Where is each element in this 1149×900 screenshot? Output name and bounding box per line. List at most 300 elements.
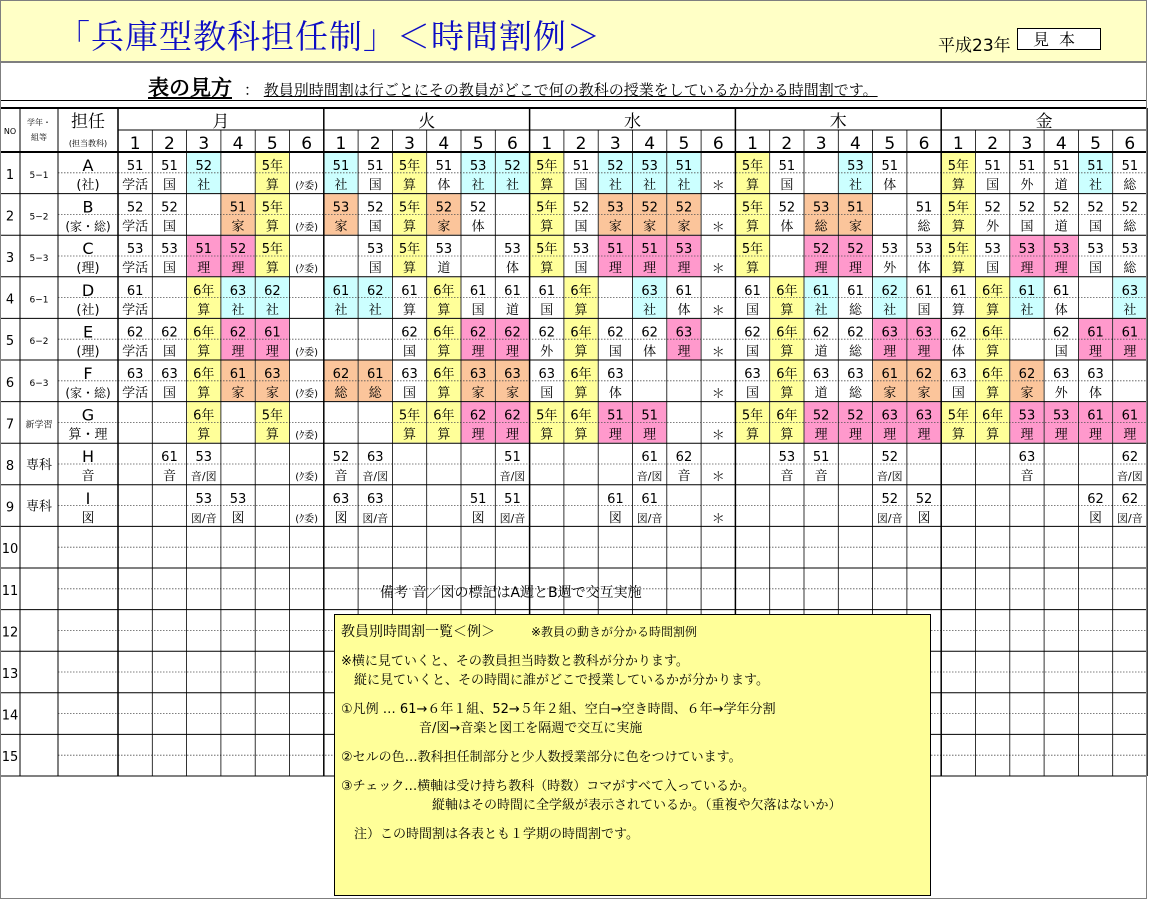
cell-class: 52 bbox=[1087, 200, 1104, 216]
cell-subject: 算 bbox=[951, 219, 965, 235]
cell-class: 61 bbox=[607, 491, 624, 507]
cell-subject: 理 bbox=[505, 344, 519, 360]
cell-subject: 理 bbox=[814, 427, 828, 443]
cell-class: 52 bbox=[1052, 200, 1070, 216]
row-number: 12 bbox=[1, 625, 19, 641]
period-header: 4 bbox=[232, 134, 244, 154]
cell-class: 61 bbox=[1121, 325, 1139, 341]
cell-subject: 家 bbox=[231, 386, 245, 401]
cell-subject: 社 bbox=[334, 178, 348, 193]
row-teacher: F bbox=[83, 364, 93, 383]
cell-subject: 社 bbox=[471, 178, 485, 193]
cell-class: 5年 bbox=[947, 242, 969, 258]
cell-subject: 国 bbox=[1020, 219, 1034, 235]
cell-subject: 算 bbox=[574, 344, 588, 360]
cell-mark: ＊ bbox=[711, 345, 725, 361]
cell-subject: 家 bbox=[848, 219, 862, 235]
row-number: 9 bbox=[5, 500, 15, 516]
cell-subject: 算 bbox=[986, 427, 1000, 443]
cell-class: 51 bbox=[915, 200, 933, 216]
row-teacher: D bbox=[81, 280, 95, 300]
cell-subject: 算 bbox=[403, 178, 417, 193]
period-header: 1 bbox=[129, 134, 141, 154]
period-header: 6 bbox=[918, 134, 930, 154]
cell-subject: 国 bbox=[368, 178, 382, 193]
cell-subject: 国 bbox=[540, 302, 554, 318]
period-header: 2 bbox=[781, 134, 793, 154]
cell-class: 5年 bbox=[947, 159, 969, 174]
period-header: 6 bbox=[712, 134, 724, 154]
cell-subject: 家 bbox=[883, 386, 897, 401]
cell-subject: 社 bbox=[677, 178, 691, 193]
cell-subject: 家 bbox=[608, 219, 622, 235]
cell-subject: (ｸ委) bbox=[295, 472, 319, 484]
row-number: 2 bbox=[5, 209, 15, 225]
cell-subject: 国 bbox=[368, 219, 382, 235]
cell-class: 61 bbox=[881, 367, 899, 382]
row-subject: (社) bbox=[76, 178, 100, 193]
notes-line: 縦軸はその時間に全学級が表示されているか。（重複や欠落はないか） bbox=[341, 798, 842, 813]
cell-subject: 国 bbox=[746, 302, 760, 318]
cell-subject: 図/音 bbox=[636, 511, 663, 525]
cell-subject: 算 bbox=[265, 261, 279, 277]
row-number: 4 bbox=[5, 292, 15, 308]
cell-subject: 音/図 bbox=[876, 470, 903, 484]
grade-header: 学年・ bbox=[27, 118, 51, 127]
cell-subject: 学活 bbox=[122, 219, 149, 235]
cell-subject: 算 bbox=[746, 261, 760, 277]
cell-class: 6年 bbox=[776, 367, 798, 382]
cell-subject: 社 bbox=[643, 178, 657, 193]
period-header: 4 bbox=[1055, 134, 1067, 154]
cell-subject: 総 bbox=[1123, 178, 1137, 193]
cell-subject: 社 bbox=[1123, 302, 1137, 318]
cell-subject: 国 bbox=[471, 302, 485, 318]
cell-class: 62 bbox=[469, 325, 487, 341]
cell-class: 53 bbox=[607, 200, 624, 216]
cell-subject: 音/図 bbox=[636, 470, 663, 484]
period-header: 3 bbox=[1021, 134, 1033, 154]
row-number: 5 bbox=[5, 334, 15, 350]
cell-class: 63 bbox=[366, 491, 384, 507]
cell-class: 53 bbox=[161, 242, 178, 258]
cell-subject: 理 bbox=[608, 261, 622, 277]
cell-mark: ＊ bbox=[711, 428, 725, 444]
cell-class: 52 bbox=[812, 408, 830, 424]
day-header: 水 bbox=[624, 112, 641, 132]
cell-class: 53 bbox=[778, 450, 796, 466]
cell-subject: 算 bbox=[265, 427, 279, 443]
row-number: 14 bbox=[1, 708, 19, 724]
cell-class: 53 bbox=[984, 242, 1001, 258]
cell-subject: 算 bbox=[540, 219, 554, 235]
cell-subject: 家 bbox=[505, 386, 519, 401]
cell-class: 63 bbox=[641, 283, 658, 299]
cell-subject: 社 bbox=[231, 302, 245, 318]
cell-class: 5年 bbox=[261, 242, 283, 258]
cell-class: 53 bbox=[504, 242, 521, 258]
cell-class: 51 bbox=[161, 159, 178, 174]
cell-class: 53 bbox=[366, 242, 384, 258]
notes-line: 注）この時間割は各表とも１学期の時間割です。 bbox=[341, 827, 639, 842]
cell-class: 5年 bbox=[398, 200, 421, 216]
cell-subject: 家 bbox=[471, 386, 485, 401]
cell-class: 62 bbox=[126, 325, 144, 341]
cell-subject: 算 bbox=[746, 178, 760, 193]
cell-class: 51 bbox=[1018, 159, 1036, 174]
cell-class: 62 bbox=[881, 283, 899, 299]
cell-class: 6年 bbox=[982, 367, 1004, 382]
subtitle-text: 教員別時間割は行ごとにその教員がどこで何の教科の授業をしているか分かる時間割です。 bbox=[263, 81, 878, 99]
cell-class: 53 bbox=[469, 159, 487, 174]
cell-subject: 道 bbox=[1054, 178, 1068, 193]
cell-subject: 算 bbox=[574, 302, 588, 318]
cell-subject: 社 bbox=[643, 302, 657, 318]
cell-class: 51 bbox=[778, 159, 796, 174]
cell-class: 52 bbox=[332, 450, 350, 466]
cell-class: 51 bbox=[126, 159, 144, 174]
cell-class: 62 bbox=[332, 367, 350, 382]
cell-class: 5年 bbox=[536, 159, 558, 174]
cell-class: 5年 bbox=[536, 242, 558, 258]
cell-subject: 図/音 bbox=[362, 511, 389, 525]
cell-subject: 総 bbox=[814, 219, 828, 235]
cell-class: 61 bbox=[812, 283, 830, 299]
cell-class: 51 bbox=[332, 159, 350, 174]
period-header: 3 bbox=[609, 134, 621, 154]
cell-subject: 外 bbox=[986, 219, 1000, 235]
notes-heading-line bbox=[341, 623, 930, 642]
cell-subject: 家 bbox=[1020, 386, 1034, 401]
cell-subject: 算 bbox=[986, 344, 1000, 360]
cell-class: 53 bbox=[229, 491, 247, 507]
cell-subject: 理 bbox=[1089, 427, 1103, 443]
cell-subject: 算 bbox=[780, 344, 794, 360]
cell-mark: ＊ bbox=[711, 179, 725, 194]
period-header: 6 bbox=[507, 134, 518, 154]
cell-subject: 国 bbox=[162, 261, 176, 277]
subject-header: (担当教科) bbox=[68, 139, 108, 148]
cell-class: 63 bbox=[264, 367, 281, 382]
cell-subject: 総 bbox=[1123, 261, 1137, 277]
cell-class: 6年 bbox=[433, 408, 455, 424]
cell-class: 6年 bbox=[193, 408, 215, 424]
cell-subject: 家 bbox=[437, 219, 451, 235]
cell-class: 61 bbox=[126, 283, 144, 299]
cell-subject: 図 bbox=[471, 510, 485, 526]
cell-class: 51 bbox=[195, 242, 213, 258]
cell-class: 62 bbox=[950, 325, 967, 341]
cell-subject: 理 bbox=[471, 427, 485, 443]
cell-class: 51 bbox=[847, 200, 864, 216]
period-header: 3 bbox=[198, 134, 210, 154]
cell-class: 63 bbox=[915, 408, 933, 424]
cell-class: 63 bbox=[1087, 367, 1104, 382]
cell-class: 63 bbox=[161, 367, 178, 382]
cell-subject: 理 bbox=[1020, 261, 1034, 277]
cell-class: 6年 bbox=[570, 283, 592, 299]
cell-subject: 総 bbox=[1123, 219, 1137, 235]
cell-class: 62 bbox=[1087, 491, 1104, 507]
cell-class: 62 bbox=[1121, 450, 1139, 466]
cell-class: 61 bbox=[675, 283, 693, 299]
cell-subject: 社 bbox=[1020, 302, 1034, 318]
cell-mark: ＊ bbox=[711, 470, 725, 486]
cell-subject: 総 bbox=[917, 219, 931, 235]
cell-subject: 算 bbox=[780, 427, 794, 443]
cell-class: 61 bbox=[744, 283, 761, 299]
cell-subject: 体 bbox=[951, 344, 965, 360]
cell-class: 63 bbox=[1018, 450, 1036, 466]
cell-class: 61 bbox=[332, 283, 350, 299]
cell-subject: 算 bbox=[780, 386, 794, 401]
cell-subject: 学活 bbox=[122, 261, 149, 277]
cell-subject: 算 bbox=[197, 386, 211, 401]
cell-class: 51 bbox=[504, 491, 521, 507]
cell-class: 63 bbox=[744, 367, 761, 382]
cell-subject: 外 bbox=[1054, 386, 1068, 401]
cell-class: 5年 bbox=[741, 408, 764, 424]
cell-subject: 国 bbox=[162, 344, 176, 360]
cell-subject: 算 bbox=[437, 427, 451, 443]
cell-class: 51 bbox=[435, 159, 453, 174]
day-header: 金 bbox=[1035, 112, 1053, 132]
cell-class: 61 bbox=[538, 283, 556, 299]
row-teacher: I bbox=[85, 488, 91, 508]
period-header: 2 bbox=[987, 134, 999, 154]
cell-class: 6年 bbox=[570, 367, 592, 382]
cell-class: 63 bbox=[1121, 283, 1139, 299]
cell-subject: 算 bbox=[403, 427, 417, 443]
cell-class: 5年 bbox=[398, 408, 421, 424]
cell-class: 51 bbox=[229, 200, 247, 216]
cell-subject: 算 bbox=[540, 178, 554, 193]
cell-class: 63 bbox=[1052, 367, 1070, 382]
cell-class: 61 bbox=[264, 325, 281, 341]
cell-class: 5年 bbox=[947, 200, 969, 216]
cell-subject: 国 bbox=[574, 219, 588, 235]
cell-class: 62 bbox=[264, 283, 281, 299]
cell-class: 52 bbox=[881, 491, 899, 507]
cell-class: 52 bbox=[847, 408, 864, 424]
tantou-header: 担任 bbox=[71, 112, 105, 132]
cell-class: 61 bbox=[1087, 325, 1104, 341]
cell-class: 62 bbox=[161, 325, 178, 341]
notes-line: ②セルの色…教科担任制部分と少人数授業部分に色をつけています。 bbox=[341, 750, 742, 765]
cell-class: 53 bbox=[1052, 408, 1070, 424]
grade-header: 組等 bbox=[31, 133, 47, 142]
cell-subject: 理 bbox=[505, 427, 519, 443]
cell-class: 61 bbox=[641, 491, 658, 507]
cell-class: 6年 bbox=[982, 408, 1004, 424]
era-value-box[interactable]: 見本 bbox=[1017, 28, 1101, 50]
cell-subject: 外 bbox=[540, 344, 554, 360]
cell-class: 63 bbox=[881, 408, 899, 424]
cell-subject: 家 bbox=[677, 219, 691, 235]
cell-subject: 理 bbox=[643, 261, 657, 277]
row-teacher: G bbox=[81, 405, 95, 425]
row-grade: 5−1 bbox=[29, 170, 49, 181]
cell-class: 53 bbox=[641, 159, 658, 174]
cell-subject: 体 bbox=[780, 219, 794, 235]
cell-subject: 図 bbox=[231, 510, 245, 526]
cell-subject: 社 bbox=[265, 302, 279, 318]
cell-subject: 国 bbox=[403, 344, 417, 360]
cell-subject: 国 bbox=[162, 178, 176, 193]
cell-class: 53 bbox=[881, 242, 899, 258]
cell-class: 62 bbox=[538, 325, 556, 341]
cell-class: 62 bbox=[641, 325, 658, 341]
period-header: 2 bbox=[575, 134, 587, 154]
cell-subject: 社 bbox=[883, 302, 897, 318]
cell-class: 53 bbox=[195, 491, 213, 507]
cell-class: 52 bbox=[675, 200, 693, 216]
cell-subject: 国 bbox=[1054, 344, 1068, 360]
row-number: 8 bbox=[5, 459, 15, 474]
cell-class: 5年 bbox=[536, 200, 558, 216]
cell-subject: 体 bbox=[471, 219, 485, 235]
cell-class: 53 bbox=[195, 450, 213, 466]
cell-subject: 総 bbox=[848, 386, 862, 401]
day-header: 月 bbox=[212, 112, 230, 132]
period-header: 4 bbox=[850, 134, 861, 154]
period-header: 3 bbox=[815, 134, 827, 154]
period-header: 1 bbox=[747, 134, 758, 154]
cell-subject: (ｸ委) bbox=[295, 222, 319, 234]
cell-subject: 体 bbox=[883, 178, 897, 193]
cell-class: 5年 bbox=[261, 408, 283, 424]
period-header: 5 bbox=[678, 134, 690, 154]
cell-subject: 音/図 bbox=[1116, 470, 1143, 484]
cell-subject: 国 bbox=[986, 178, 1000, 193]
period-header: 5 bbox=[1090, 134, 1101, 154]
cell-class: 53 bbox=[126, 242, 144, 258]
cell-class: 63 bbox=[675, 325, 693, 341]
cell-subject: 社 bbox=[368, 302, 382, 318]
cell-subject: 国 bbox=[574, 261, 588, 277]
day-header: 木 bbox=[829, 112, 847, 132]
cell-class: 53 bbox=[1121, 242, 1139, 258]
cell-subject: 家 bbox=[334, 219, 348, 235]
row-grade: 5−2 bbox=[29, 212, 49, 223]
row-number: 3 bbox=[5, 251, 15, 266]
cell-class: 52 bbox=[161, 200, 178, 216]
period-header: 5 bbox=[266, 134, 278, 154]
cell-subject: 算 bbox=[403, 302, 417, 318]
cell-subject: 国 bbox=[780, 178, 794, 193]
row-grade: 6−2 bbox=[29, 337, 49, 348]
cell-subject: 算 bbox=[574, 386, 588, 401]
cell-subject: 算 bbox=[986, 302, 1000, 318]
cell-subject: 音/図 bbox=[362, 470, 389, 484]
cell-subject: 図 bbox=[1089, 510, 1103, 526]
cell-class: 5年 bbox=[947, 408, 969, 424]
cell-class: 52 bbox=[504, 159, 521, 174]
cell-subject: 道 bbox=[505, 302, 519, 318]
cell-class: 62 bbox=[366, 283, 384, 299]
cell-class: 63 bbox=[504, 367, 521, 382]
cell-class: 51 bbox=[641, 408, 658, 424]
cell-class: 61 bbox=[1121, 408, 1139, 424]
cell-subject: 理 bbox=[1054, 261, 1068, 277]
cell-subject: 理 bbox=[1054, 427, 1068, 443]
cell-subject: 算 bbox=[986, 386, 1000, 401]
cell-mark: ＊ bbox=[711, 220, 725, 236]
cell-subject: 算 bbox=[403, 219, 417, 235]
row-grade: 6−3 bbox=[29, 378, 49, 389]
cell-subject: 体 bbox=[1054, 302, 1068, 318]
cell-class: 6年 bbox=[193, 367, 215, 382]
row-subject: 図 bbox=[81, 510, 95, 526]
cell-subject: 算 bbox=[951, 261, 965, 277]
cell-class: 51 bbox=[641, 242, 658, 258]
cell-subject: 理 bbox=[231, 261, 245, 277]
cell-class: 61 bbox=[504, 283, 521, 299]
cell-class: 63 bbox=[538, 367, 556, 382]
cell-subject: 社 bbox=[197, 178, 211, 193]
cell-class: 63 bbox=[847, 367, 864, 382]
period-header: 5 bbox=[884, 134, 896, 154]
remark-text: 備考 音／図の標記はA週とB週で交互実施 bbox=[380, 585, 642, 601]
cell-class: 52 bbox=[915, 491, 933, 507]
row-number: 1 bbox=[5, 167, 15, 183]
cell-class: 5年 bbox=[741, 242, 764, 258]
cell-class: 52 bbox=[778, 200, 796, 216]
cell-mark: ＊ bbox=[711, 387, 725, 402]
cell-class: 51 bbox=[504, 450, 521, 466]
period-header: 6 bbox=[301, 134, 313, 154]
cell-class: 61 bbox=[847, 283, 864, 299]
cell-subject: 算 bbox=[746, 219, 760, 235]
cell-subject: 社 bbox=[848, 178, 862, 193]
cell-subject: 外 bbox=[1020, 178, 1034, 193]
cell-class: 61 bbox=[229, 367, 247, 382]
row-grade: 5−3 bbox=[29, 254, 49, 264]
cell-class: 5年 bbox=[741, 159, 764, 174]
cell-subject: 算 bbox=[197, 427, 211, 443]
cell-class: 53 bbox=[915, 242, 933, 258]
cell-class: 6年 bbox=[982, 283, 1004, 299]
period-header: 1 bbox=[952, 134, 964, 154]
cell-subject: 体 bbox=[505, 261, 519, 277]
cell-subject: 算 bbox=[437, 344, 451, 360]
cell-class: 51 bbox=[1052, 159, 1070, 174]
cell-subject: 家 bbox=[265, 386, 279, 401]
cell-subject: 理 bbox=[848, 261, 862, 277]
cell-class: 53 bbox=[1052, 242, 1070, 258]
cell-class: 52 bbox=[1018, 200, 1036, 216]
cell-subject: 算 bbox=[265, 219, 279, 235]
cell-class: 53 bbox=[1018, 408, 1036, 424]
notes-heading: 教員別時間割一覧＜例＞ bbox=[341, 624, 495, 640]
cell-subject: 算 bbox=[437, 302, 451, 318]
cell-subject: 音 bbox=[677, 469, 691, 485]
cell-subject: 算 bbox=[437, 386, 451, 401]
cell-class: 6年 bbox=[776, 408, 798, 424]
row-grade: 専科 bbox=[25, 499, 53, 515]
cell-class: 51 bbox=[366, 159, 384, 174]
cell-subject: 国 bbox=[746, 386, 760, 401]
cell-class: 51 bbox=[1121, 159, 1139, 174]
row-subject: (理) bbox=[76, 344, 100, 360]
row-teacher: H bbox=[81, 447, 95, 467]
cell-class: 62 bbox=[675, 450, 693, 466]
cell-subject: 算 bbox=[951, 427, 965, 443]
row-number: 7 bbox=[5, 417, 15, 433]
cell-subject: 学活 bbox=[122, 386, 149, 401]
cell-subject: 算 bbox=[265, 178, 279, 193]
cell-subject: 算 bbox=[780, 302, 794, 318]
